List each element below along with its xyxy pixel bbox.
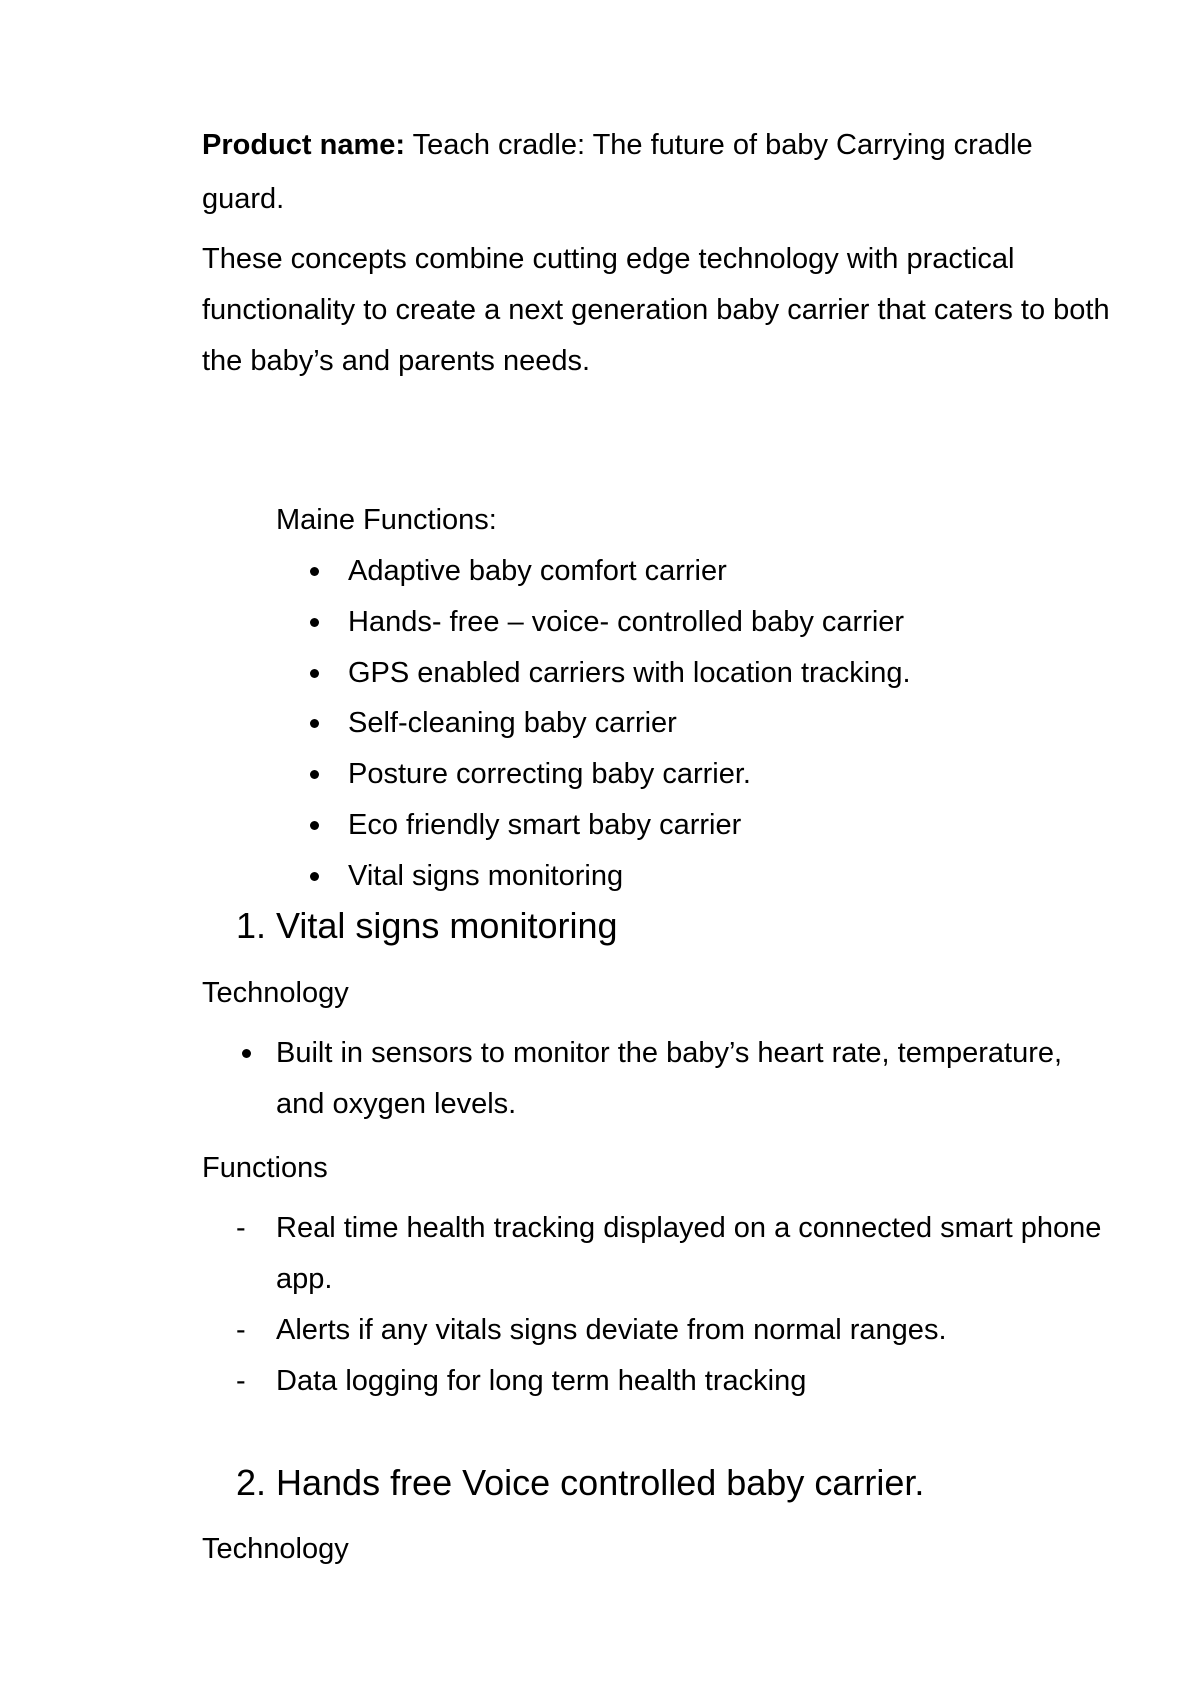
section-1-functions-label: Functions	[202, 1152, 328, 1184]
section-1-technology-list	[236, 1028, 1116, 1130]
dash-icon: -	[236, 1314, 246, 1346]
intro-description: These concepts combine cutting edge technology with practical functionality to create a next generation baby carrier that caters to both the baby’s and parents needs.	[202, 243, 1110, 377]
main-functions-heading: Maine Functions:	[276, 504, 497, 536]
bullet-icon	[310, 567, 319, 576]
list-item: Posture correcting baby carrier.	[276, 749, 1126, 800]
section-2-title: Hands free Voice controlled baby carrier.	[276, 1462, 925, 1503]
list-item: Built in sensors to monitor the baby’s heart rate, temperature, and oxygen levels.	[236, 1028, 1116, 1130]
list-item: - Data logging for long term health tracking	[236, 1356, 1116, 1407]
section-1-title: Vital signs monitoring	[276, 905, 618, 946]
dash-icon: -	[236, 1212, 246, 1244]
main-functions-section	[276, 495, 1126, 902]
product-name-label: Product name:	[202, 129, 406, 161]
list-item: Eco friendly smart baby carrier	[276, 800, 1126, 851]
bullet-icon	[310, 669, 319, 678]
bullet-icon	[310, 821, 319, 830]
bullet-icon	[310, 872, 319, 881]
bullet-icon	[242, 1049, 251, 1058]
list-item: - Alerts if any vitals signs deviate from normal ranges.	[236, 1305, 1116, 1356]
section-2-technology-label: Technology	[202, 1533, 349, 1565]
product-name-paragraph	[202, 118, 1122, 226]
bullet-icon	[310, 618, 319, 627]
product-name-value: Teach cradle: The future of baby Carrying cradle guard.	[202, 129, 1033, 215]
section-2-heading	[236, 1453, 924, 1513]
section-1-number: 1.	[236, 905, 267, 946]
list-item: Adaptive baby comfort carrier	[276, 546, 1126, 597]
list-item: - Real time health tracking displayed on a connected smart phone app.	[236, 1203, 1116, 1305]
dash-icon: -	[236, 1365, 246, 1397]
list-item: GPS enabled carriers with location tracking.	[276, 648, 1126, 699]
bullet-icon	[310, 770, 319, 779]
bullet-icon	[310, 719, 319, 728]
list-item: Vital signs monitoring	[276, 851, 1126, 902]
list-item: Self-cleaning baby carrier	[276, 698, 1126, 749]
list-item: Hands- free – voice- controlled baby carrier	[276, 597, 1126, 648]
section-2-number: 2.	[236, 1462, 267, 1503]
section-1-heading	[236, 896, 618, 956]
section-1-technology-label: Technology	[202, 977, 349, 1009]
section-1-functions-list	[236, 1203, 1116, 1407]
main-functions-list	[276, 546, 1126, 902]
